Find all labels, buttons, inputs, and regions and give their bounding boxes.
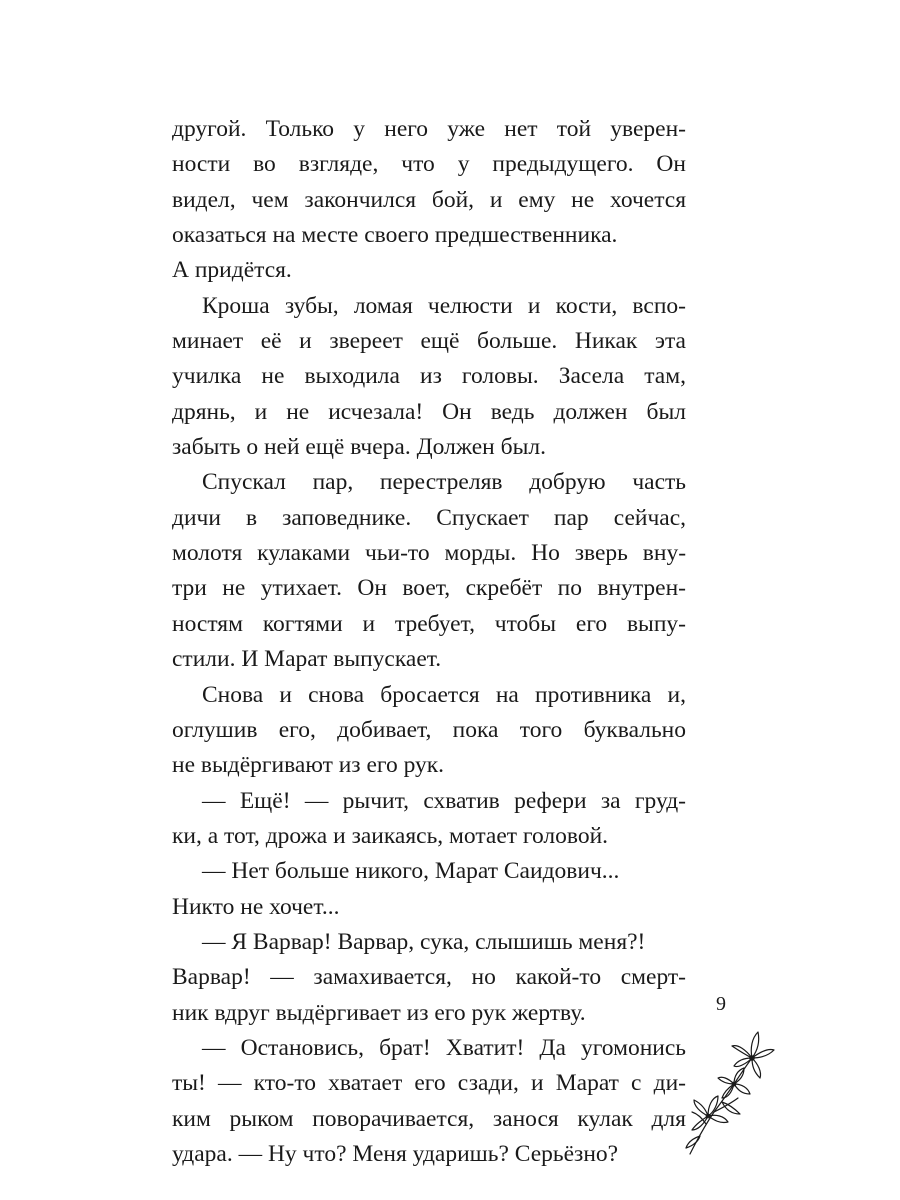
text-line: Снова и снова бросается на противника и, xyxy=(202,681,686,708)
text-line: ник вдруг выдёргивает из его рук жертву. xyxy=(172,999,586,1026)
text-line: стили. И Марат выпускает. xyxy=(172,646,442,673)
text-line: Спускал пар, перестреляв добрую часть xyxy=(202,469,686,496)
body-text xyxy=(172,112,686,1172)
text-line: ностям когтями и требует, чтобы его выпу- xyxy=(172,610,686,637)
text-line: Варвар! — замахивается, но какой-то смерт- xyxy=(172,964,686,991)
text-line: — Нет больше никого, Марат Саидович... xyxy=(202,858,620,885)
text-line: молотя кулаками чьи-то морды. Но зверь вну- xyxy=(172,540,687,567)
text-line: не выдёргивают из его рук. xyxy=(172,752,445,779)
text-line: дрянь, и не исчезала! Он ведь должен был xyxy=(172,398,686,425)
flower-ornament-icon xyxy=(676,1020,776,1160)
text-line: ности во взгляде, что у предыдущего. Он xyxy=(172,151,686,178)
text-line: оказаться на месте своего предшественника. xyxy=(172,222,618,249)
text-line: видел, чем закончился бой, и ему не хочется xyxy=(172,186,687,213)
text-line: другой. Только у него уже нет той уверен- xyxy=(172,116,686,142)
text-line: ты! — кто-то хватает его сзади, и Марат с ди- xyxy=(172,1070,686,1097)
text-line: удара. — Ну что? Меня ударишь? Серьёзно? xyxy=(172,1140,619,1167)
text-line: Кроша зубы, ломая челюсти и кости, вспо- xyxy=(202,292,686,319)
text-line: — Я Варвар! Варвар, сука, слышишь меня?! xyxy=(202,928,646,955)
text-line: — Остановись, брат! Хватит! Да угомонись xyxy=(202,1034,687,1061)
text-line: минает её и звереет ещё больше. Никак эта xyxy=(172,328,686,355)
text-line: училка не выходила из головы. Засела там, xyxy=(172,363,686,390)
text-line: забыть о ней ещё вчера. Должен был. xyxy=(172,434,546,461)
text-line: А придётся. xyxy=(172,257,292,284)
text-line: Никто не хочет... xyxy=(172,893,340,920)
text-line: — Ещё! — рычит, схватив рефери за груд- xyxy=(202,787,687,814)
text-line: ки, а тот, дрожа и заикаясь, мотает головой. xyxy=(172,822,609,849)
text-line: дичи в заповеднике. Спускает пар сейчас, xyxy=(172,504,687,531)
text-line: оглушив его, добивает, пока того буквально xyxy=(172,716,686,743)
text-line: три не утихает. Он воет, скребёт по внутрен- xyxy=(172,575,686,602)
text-line: ким рыком поворачивается, занося кулак для xyxy=(172,1105,686,1132)
page-number: 9 xyxy=(716,993,726,1015)
